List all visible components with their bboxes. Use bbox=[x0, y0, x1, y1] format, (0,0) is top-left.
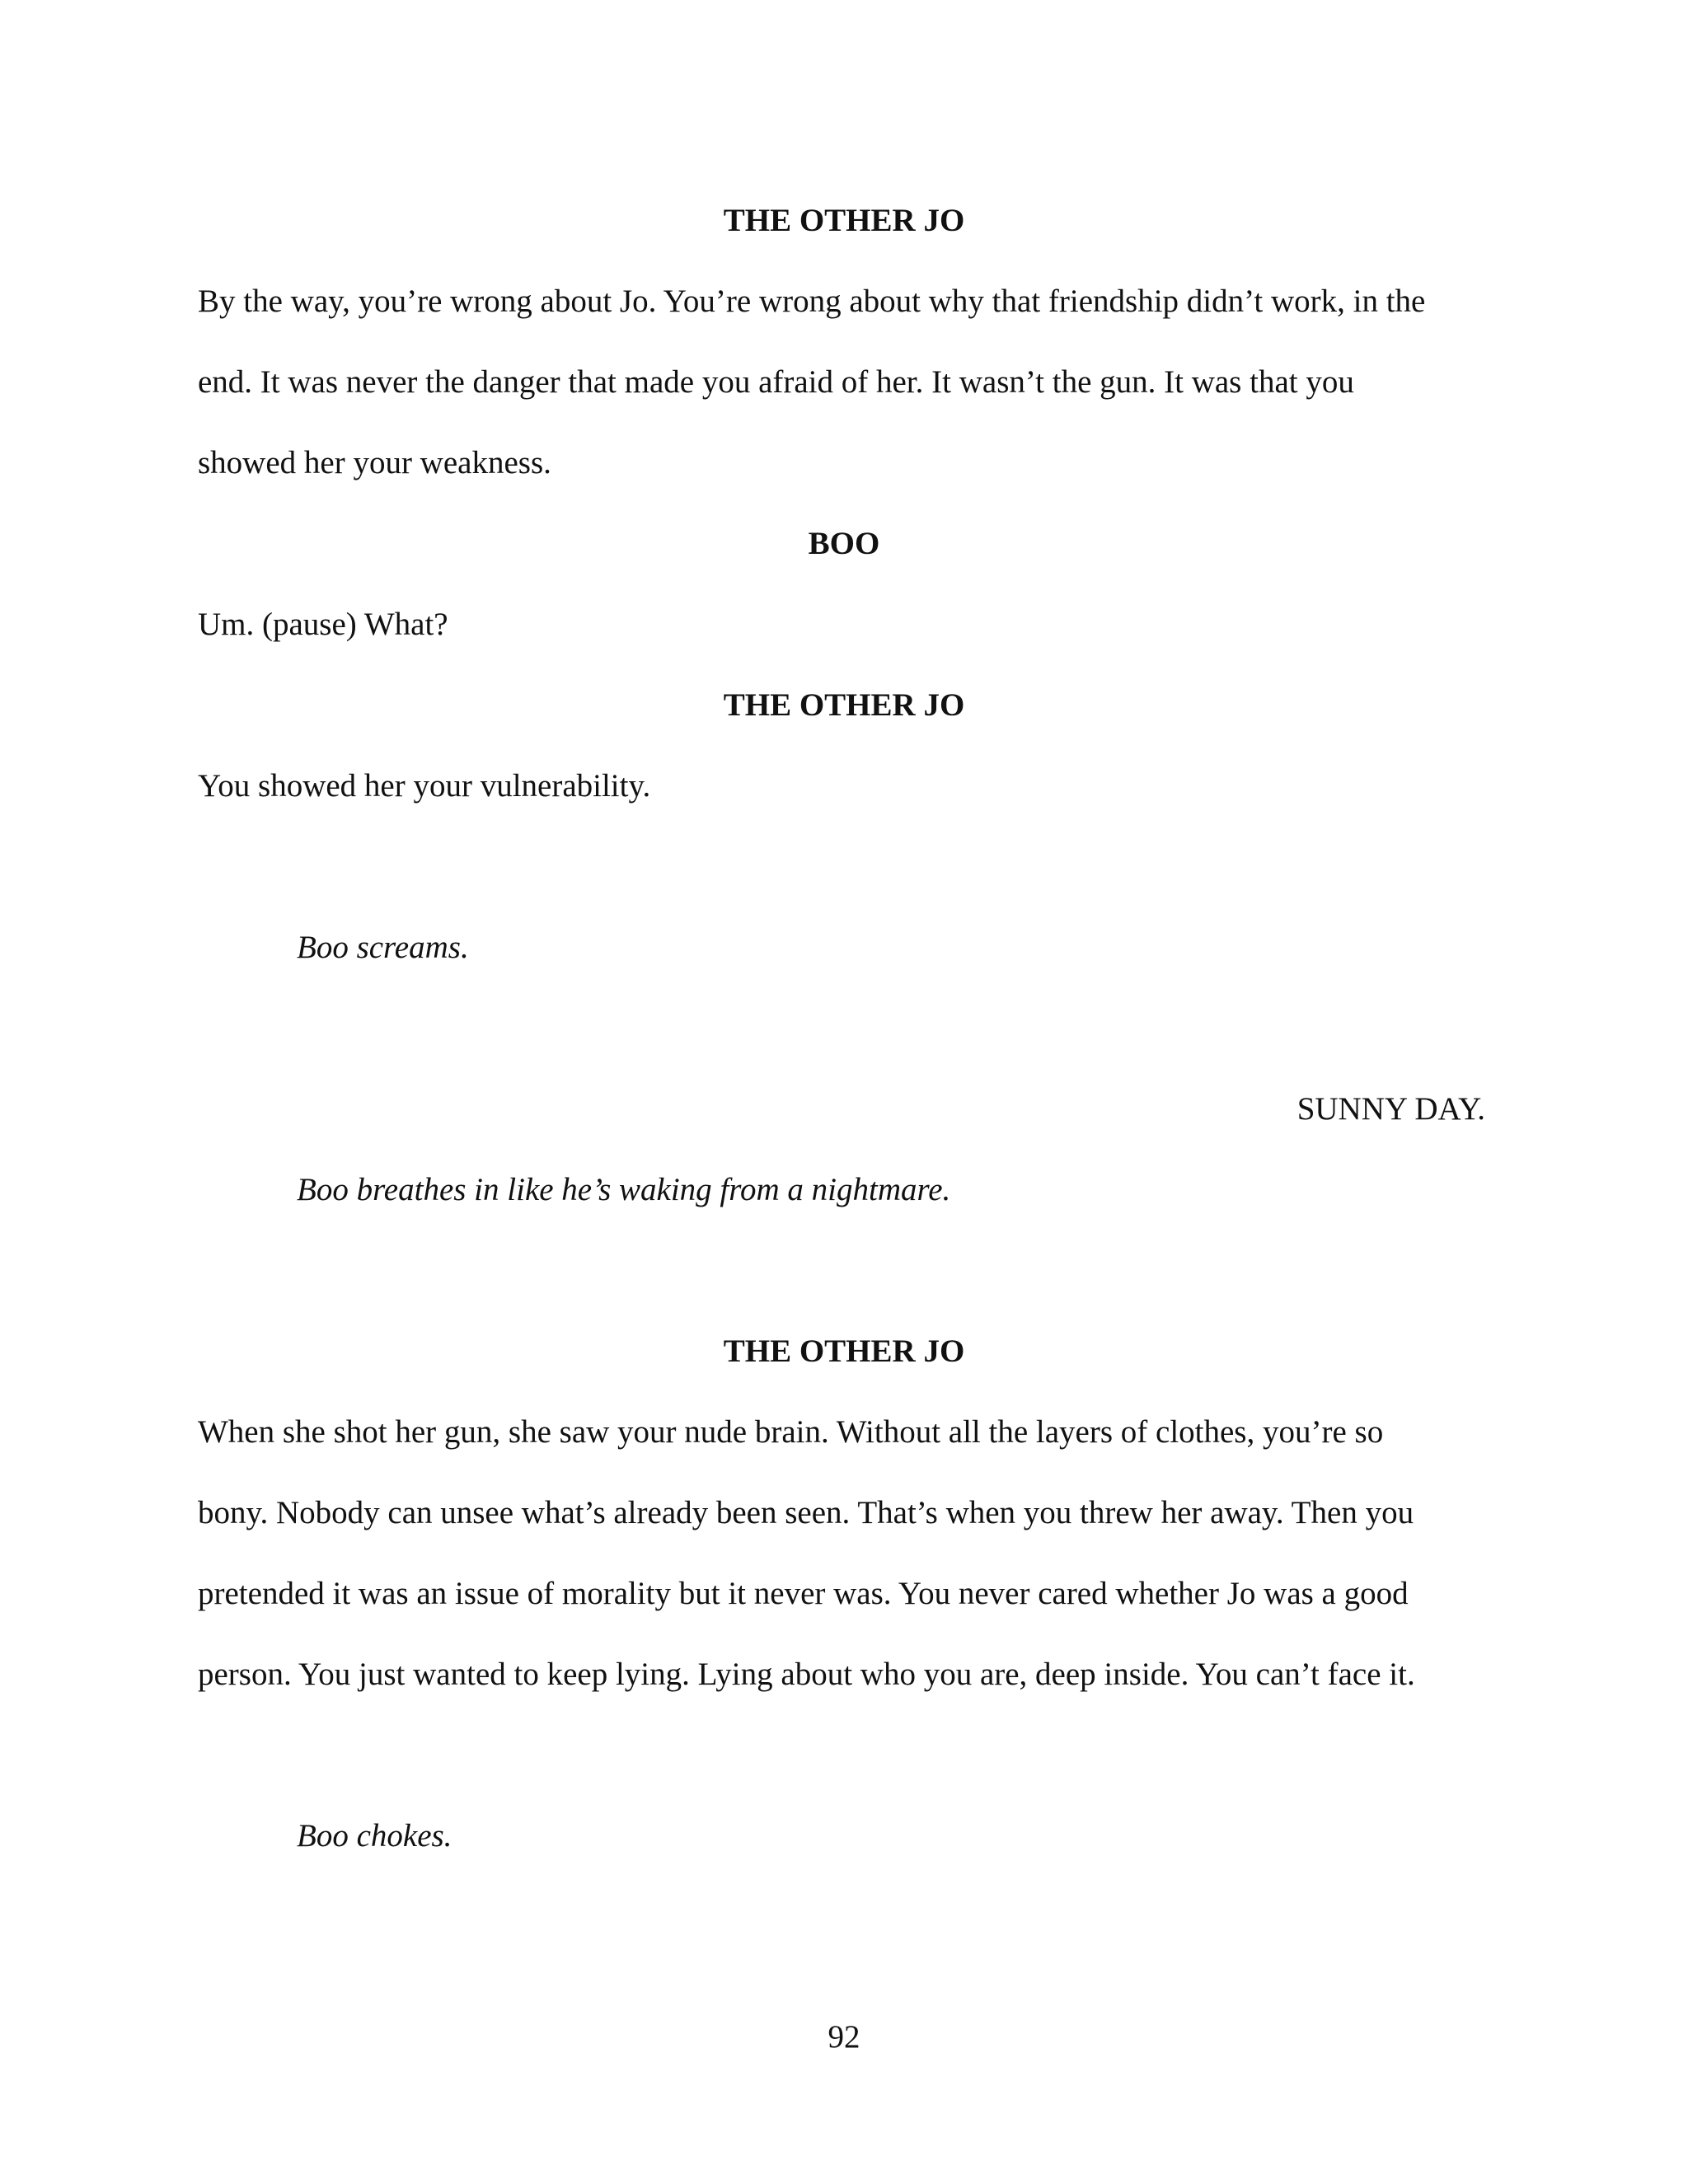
speaker-name: BOO bbox=[808, 526, 880, 561]
dialogue-line: bony. Nobody can unsee what’s already been seen. That’s when you threw her away. Then you bbox=[198, 1495, 1414, 1530]
stage-direction: Boo breathes in like he’s waking from a nightmare. bbox=[297, 1172, 951, 1207]
dialogue-line: By the way, you’re wrong about Jo. You’re wrong about why that friendship didn’t work, in the bbox=[198, 284, 1426, 319]
page-number: 92 bbox=[828, 2019, 860, 2055]
speaker-name: THE OTHER JO bbox=[723, 687, 965, 723]
dialogue-line: end. It was never the danger that made you afraid of her. It wasn’t the gun. It was that you bbox=[198, 364, 1354, 400]
dialogue-line: person. You just wanted to keep lying. Lying about who you are, deep inside. You can’t face it. bbox=[198, 1657, 1415, 1692]
stage-direction: Boo chokes. bbox=[297, 1818, 452, 1854]
dialogue-line: When she shot her gun, she saw your nude brain. Without all the layers of clothes, you’re so bbox=[198, 1414, 1384, 1450]
stage-direction: Boo screams. bbox=[297, 930, 469, 965]
scene-transition: SUNNY DAY. bbox=[1296, 1091, 1485, 1127]
dialogue-line: Um. (pause) What? bbox=[198, 607, 448, 642]
speaker-name: THE OTHER JO bbox=[723, 1333, 965, 1369]
speaker-name: THE OTHER JO bbox=[723, 203, 965, 238]
dialogue-line: showed her your weakness. bbox=[198, 445, 551, 480]
dialogue-line: You showed her your vulnerability. bbox=[198, 768, 651, 804]
dialogue-line: pretended it was an issue of morality but it never was. You never cared whether Jo was a good bbox=[198, 1576, 1409, 1611]
